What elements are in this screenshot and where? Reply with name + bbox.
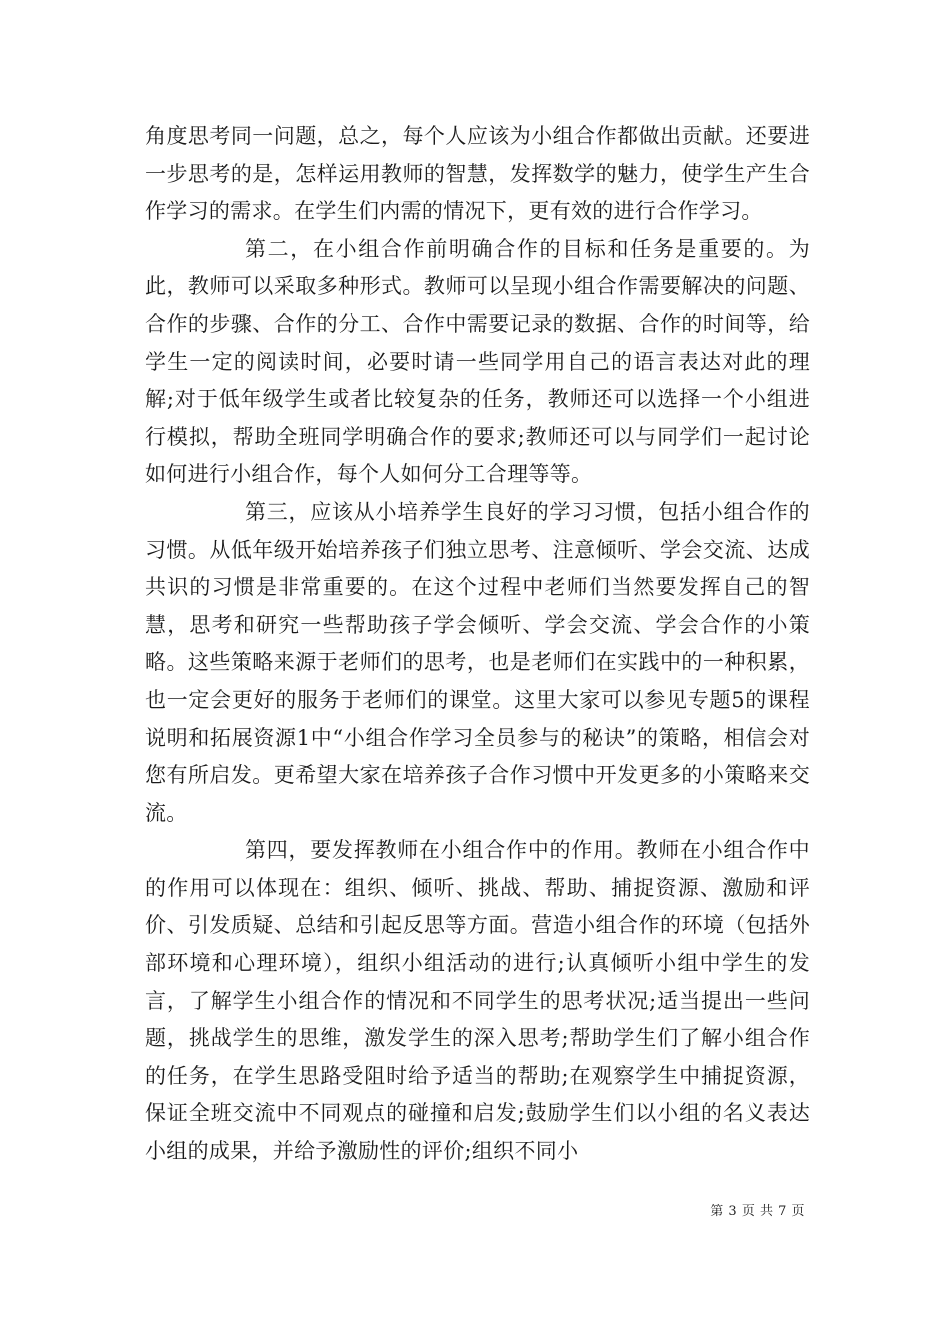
paragraph-third-point: 第三，应该从小培养学生良好的学习习惯，包括小组合作的习惯。从低年级开始培养孩子们独立思考、注意倾听、学会交流、达成共识的习惯是非常重要的。在这个过程中老师们当然要发挥自己的智慧，思考和研究一些帮助孩子学会倾听、学会交流、学会合作的小策略。这些策略来源于老师们的思考，也是老师们在实践中的一种积累，也一定会更好的服务于老师们的课堂。这里大家可以参见专题5的课程说明和拓展资源1中“小组合作学习全员参与的秘诀”的策略，相信会对您有所启发。更希望大家在培养孩子合作习惯中开发更多的小策略来交流。 [145,499,810,825]
document-body [145,118,810,1171]
page-number-footer: 第 3 页 共 7 页 [710,1204,805,1219]
paragraph-continuation: 角度思考同一问题，总之，每个人应该为小组合作都做出贡献。还要进一步思考的是，怎样运用教师的智慧，发挥数学的魅力，使学生产生合作学习的需求。在学生们内需的情况下，更有效的进行合作学习。 [145,124,810,224]
paragraph-fourth-point: 第四，要发挥教师在小组合作中的作用。教师在小组合作中的作用可以体现在：组织、倾听、挑战、帮助、捕捉资源、激励和评价、引发质疑、总结和引起反思等方面。营造小组合作的环境（包括外部环境和心理环境），组织小组活动的进行;认真倾听小组中学生的发言，了解学生小组合作的情况和不同学生的思考状况;适当提出一些问题，挑战学生的思维，激发学生的深入思考;帮助学生们了解小组合作的任务，在学生思路受阻时给予适当的帮助;在观察学生中捕捉资源，保证全班交流中不同观点的碰撞和启发;鼓励学生们以小组的名义表达小组的成果，并给予激励性的评价;组织不同小 [145,838,810,1164]
paragraph-second-point: 第二，在小组合作前明确合作的目标和任务是重要的。为此，教师可以采取多种形式。教师可以呈现小组合作需要解决的问题、合作的步骤、合作的分工、合作中需要记录的数据、合作的时间等，给学生一定的阅读时间，必要时请一些同学用自己的语言表达对此的理解;对于低年级学生或者比较复杂的任务，教师还可以选择一个小组进行模拟，帮助全班同学明确合作的要求;教师还可以与同学们一起讨论如何进行小组合作，每个人如何分工合理等等。 [145,236,810,487]
